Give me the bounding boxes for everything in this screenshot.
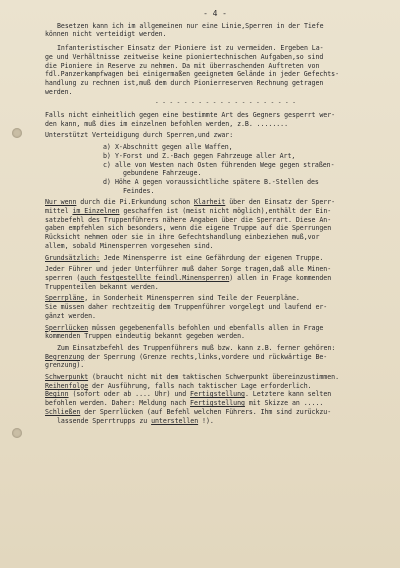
text-span: (sofort oder ab .... Uhr) und <box>68 390 191 399</box>
separator-line: - - - - - - - - - - - - - - - - - - - - <box>155 99 296 107</box>
underlined-lead: Grundsätzlich: <box>45 253 100 262</box>
text-line: allem, sobald Minensperren vorgesehen sind. <box>45 241 214 250</box>
underlined-text: Fertigstellung <box>190 399 245 408</box>
underlined-lead: Sperrpläne <box>45 294 85 303</box>
paragraph-reihenfolge <box>45 382 385 391</box>
list-text: Feindes. <box>123 186 155 195</box>
paragraph-grundsaetzlich <box>45 254 385 263</box>
paragraph-2 <box>45 44 385 96</box>
list-text: alle von Westen nach Osten führenden Wege gegen straßen- <box>115 160 335 169</box>
text-line: Rücksicht nehmen oder sie in ihre Gefechtshandlung einbeziehen muß,vor <box>45 233 320 242</box>
paragraph-schliessen <box>45 408 385 425</box>
underlined-text: Klarheit <box>193 198 226 207</box>
underlined-lead: Sperrlücken <box>45 323 89 332</box>
text-line: Besetzen kann ich im allgemeinen nur eine Linie,Sperren in der Tiefe <box>57 21 324 30</box>
underlined-text: im Einzelnen <box>72 207 120 216</box>
text-line: den kann, muß dies im einzelnen befohlen werden, z.B. ........ <box>45 119 289 128</box>
text-line: Falls nicht einheitlich gegen eine bestimmte Art des Gegners gesperrt wer- <box>45 111 336 120</box>
text-span: geschaffen ist (meist nicht möglich),enthält der Ein- <box>119 207 332 216</box>
sperren-list <box>45 143 385 195</box>
underlined-text: Fertigstellung <box>190 390 245 399</box>
text-line: Sie müssen daher rechtzeitig dem Truppenführer vorgelegt und laufend er- <box>45 303 328 312</box>
text-line: Infanteristischer Einsatz der Pioniere ist zu vermeiden. Ergeben La- <box>57 44 324 53</box>
text-span: lassende Sperrtrupps zu <box>57 416 152 425</box>
paragraph-jeder-fuehrer <box>45 265 385 291</box>
text-span: befohlen werden. Daher: Meldung nach <box>45 399 191 408</box>
paragraph-3 <box>45 111 385 128</box>
text-line: können nicht verteidigt werden. <box>45 30 167 39</box>
list-label: a) <box>103 143 111 152</box>
list-item <box>103 178 385 195</box>
text-span: !). <box>198 416 214 425</box>
underlined-lead: Beginn <box>45 390 69 399</box>
text-span: sperren ( <box>45 273 81 282</box>
underlined-lead: Begrenzung <box>45 352 85 361</box>
text-span: der Ausführung, falls nach taktischer Lage erforderlich. <box>88 381 312 390</box>
underlined-text: auch festgestellte feindl.Minensperren <box>80 273 230 282</box>
paragraph-einsatzbefehl: Zum Einsatzbefehl des Truppenführers muß bzw. kann z.B. ferner gehören: <box>57 343 336 352</box>
list-label: b) <box>103 151 111 160</box>
paragraph-1 <box>45 22 385 39</box>
list-item <box>103 152 385 161</box>
text-line: fdl.Panzerkampfwagen bei einigermaßen geeignetem Gelände in jeder Gefechts- <box>45 70 339 79</box>
list-text: Höhe A gegen voraussichtliche spätere B.-Stellen des <box>115 177 319 186</box>
text-line: grenzung). <box>45 361 85 370</box>
text-span: , in Sonderheit Minensperren sind Teile der Feuerpläne. <box>84 294 300 303</box>
text-span: ) allen in Frage kommenden <box>229 273 332 282</box>
paragraph-nur-wenn <box>45 198 385 250</box>
text-line: werden. <box>45 87 73 96</box>
list-text: gebundene Fahrzeuge. <box>123 169 202 178</box>
text-span: Jede Minensperre ist eine Gefährdung der eigenen Truppe. <box>99 253 324 262</box>
underlined-lead: Reihenfolge <box>45 381 89 390</box>
underlined-lead: Schließen <box>45 407 81 416</box>
text-line: die Pioniere in Reserve zu nehmen. Da mit überraschenden Auftreten von <box>45 61 320 70</box>
underlined-lead: Schwerpunkt <box>45 373 89 382</box>
text-span: . Letztere kann selten <box>244 390 332 399</box>
text-line: handlung zu rechnen ist,muß dem durch Pionierreserven Rechnung getragen <box>45 78 324 87</box>
list-item <box>103 143 385 152</box>
text-span: der Sperrlücken (auf Befehl welchen Führers. Ihm sind zurückzu- <box>80 407 332 416</box>
list-item <box>103 161 385 178</box>
text-span: durch die Pi.Erkundung schon <box>76 198 194 207</box>
paragraph-schwerpunkt <box>45 373 385 382</box>
text-span: der Sperrung (Grenze rechts,links,vordere und rückwärtige Be- <box>84 352 328 361</box>
paragraph-4: Unterstützt Verteidigung durch Sperren,und zwar: <box>45 131 234 140</box>
page-number: - 4 - <box>203 9 227 18</box>
text-line: gaben empfehlen sich besonders, wenn die eigene Truppe auf die Sperrungen <box>45 224 332 233</box>
text-line: Truppenteilen bekannt werden. <box>45 282 159 291</box>
list-label: c) <box>103 160 111 169</box>
text-line: ge und Verhältnisse zeitweise keine pioniertechnischen Aufgaben,so sind <box>45 52 324 61</box>
text-line: Jeder Führer und jeder Unterführer muß daher Sorge tragen,daß alle Minen- <box>45 265 332 274</box>
text-span: (braucht nicht mit dem taktischen Schwerpunkt übereinzustimmen. <box>88 373 339 382</box>
text-span: über den Einsatz der Sperr- <box>225 198 336 207</box>
list-label: d) <box>103 177 111 186</box>
punch-hole-top <box>12 128 22 138</box>
text-line: satzbefehl des Truppenführers nähere Angaben über die Sperrart. Diese An- <box>45 215 332 224</box>
underlined-text: unterstellen <box>151 416 199 425</box>
list-text: X-Abschnitt gegen alle Waffen, <box>115 143 233 152</box>
text-span: mit Skizze an ..... <box>244 399 324 408</box>
paragraph-sperrplaene <box>45 294 385 320</box>
underlined-lead: Nur wenn <box>45 198 77 207</box>
paragraph-begrenzung <box>45 353 385 370</box>
document-body <box>45 10 385 425</box>
text-line: kommenden Truppen eindeutig bekannt gegeben werden. <box>45 332 245 341</box>
list-text: Y-Forst und Z.-Bach gegen Fahrzeuge aller Art, <box>115 151 296 160</box>
text-line: gänzt werden. <box>45 311 96 320</box>
text-span: müssen gegebenenfalls befohlen und ebenfalls allen in Frage <box>88 323 324 332</box>
paragraph-beginn <box>45 390 385 407</box>
punch-hole-bottom <box>12 428 22 438</box>
paragraph-sperrluecken <box>45 324 385 341</box>
text-span: mittel <box>45 207 73 216</box>
